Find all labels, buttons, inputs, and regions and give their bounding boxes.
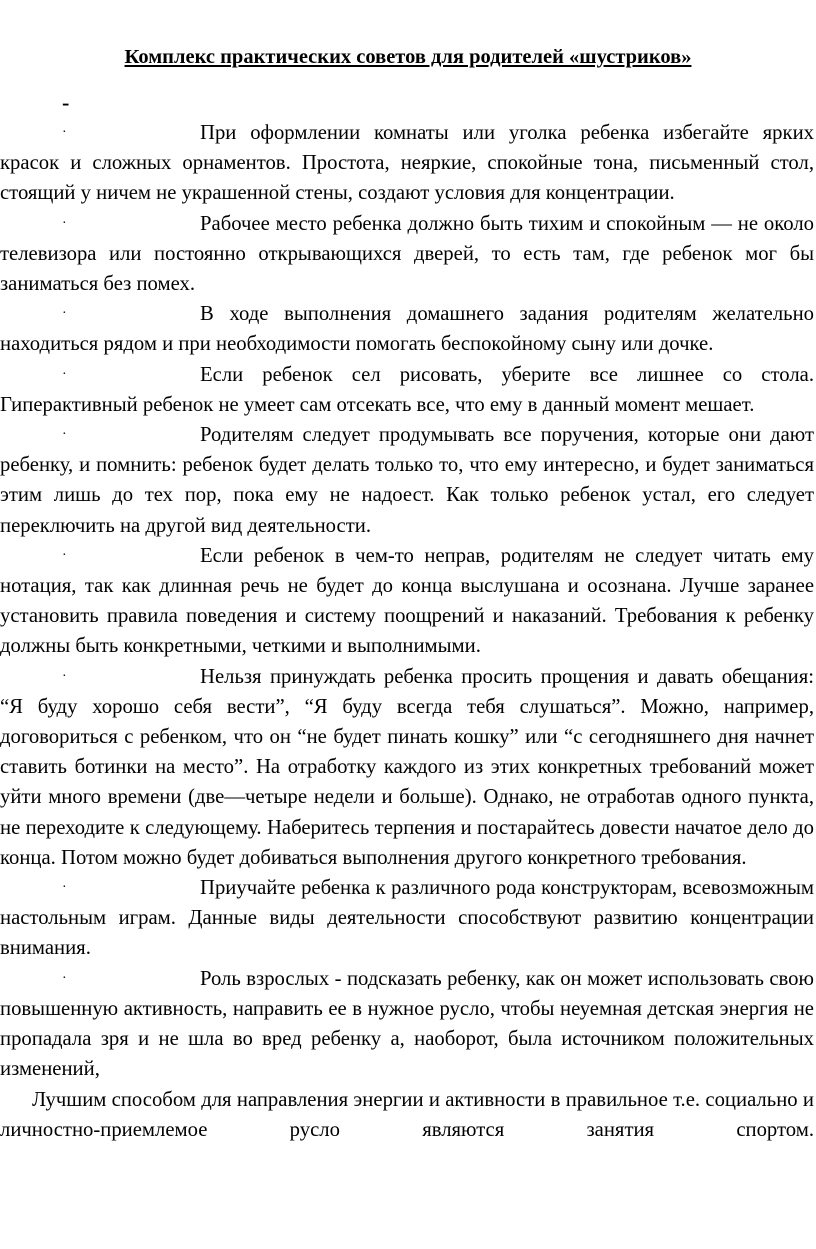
list-item (0, 541, 814, 662)
bullet-marker: · (62, 668, 67, 684)
bullet-marker: · (62, 125, 67, 140)
list-item (0, 299, 814, 359)
list-item (0, 360, 814, 420)
list-item (0, 420, 814, 541)
list-item (0, 662, 814, 873)
list-item (0, 964, 814, 1085)
list-item (0, 873, 814, 964)
document-title: Комплекс практических советов для родителей «шустриков» (124, 46, 692, 68)
bullet-marker: · (62, 880, 67, 896)
bullet-marker: · (62, 970, 67, 986)
bullet-marker: · (62, 366, 67, 382)
list-item-text: Роль взрослых - подсказать ребенку, как он может использовать свою повышенную активность, направить ее в нужное русло, чтобы неуемная детская энергия не пропадала зря и не шла во вред ребенку а, наоборот, была источником положительных изменений, (0, 967, 814, 1081)
list-item-text: При оформлении комнаты или уголка ребенка избегайте ярких красок и сложных орнаментов. Простота, неяркие, спокойные тона, письменный стол, стоящий у ничем не украшенной стены, создают условия для концентрации. (0, 122, 814, 205)
list-item (0, 209, 814, 300)
bullet-marker: · (62, 427, 67, 443)
dash-marker: - (62, 90, 70, 115)
list-item-text: Родителям следует продумывать все поручения, которые они дают ребенку, и помнить: ребенок будет делать только то, что ему интересно, и будет заниматься этим лишь до тех пор, пока ему не надоест. Как только ребенок устал, его следует переключить на другой вид деятельности. (0, 424, 814, 537)
list-item-text: В ходе выполнения домашнего задания родителям желательно находиться рядом и при необходимости помогать беспокойному сыну или дочке. (0, 303, 814, 356)
list-item-text: Если ребенок в чем-то неправ, родителям не следует читать ему нотация, так как длинная речь не будет до конца выслушана и осознана. Лучше заранее установить правила поведения и систему поощрений и наказаний. Требования к ребенку должны быть конкретными, четкими и выполнимыми. (0, 544, 814, 658)
list-item (0, 118, 814, 209)
list-item-text: Нельзя принуждать ребенка просить прощения и давать обещания: “Я буду хорошо себя вести”, “Я буду всегда тебя слушаться”. Можно, например, договориться с ребенком, что он “не будет пинать кошку” или “с сегодняшнего дня начнет ставить ботинки на место”. На отработку каждого из этих конкретных требований может уйти много времени (две—четыре недели и больше). Однако, не отработав одного пункта, не переходите к следующему. Наберитесь терпения и постарайтесь довести начатое дело до конца. Потом можно будет добиваться выполнения другого конкретного требования. (0, 665, 814, 869)
document-body (0, 118, 814, 1145)
bullet-marker: · (62, 306, 67, 322)
list-item-text: Приучайте ребенка к различного рода конструкторам, всевозможным настольным играм. Данные виды деятельности способствуют развитию концентрации внимания. (0, 877, 814, 960)
list-item-text: Если ребенок сел рисовать, уберите все лишнее со стола. Гиперактивный ребенок не умеет сам отсекать все, что ему в данный момент мешает. (0, 363, 814, 416)
bullet-marker: · (62, 215, 67, 231)
closing-paragraph: Лучшим способом для направления энергии и активности в правильное т.е. социально и личностно-приемлемое русло являются занятия спортом. (0, 1088, 814, 1141)
bullet-marker: · (62, 547, 67, 563)
list-item-text: Рабочее место ребенка должно быть тихим и спокойным — не около телевизора или постоянно открывающихся дверей, то есть там, где ребенок мог бы заниматься без помех. (0, 212, 814, 296)
